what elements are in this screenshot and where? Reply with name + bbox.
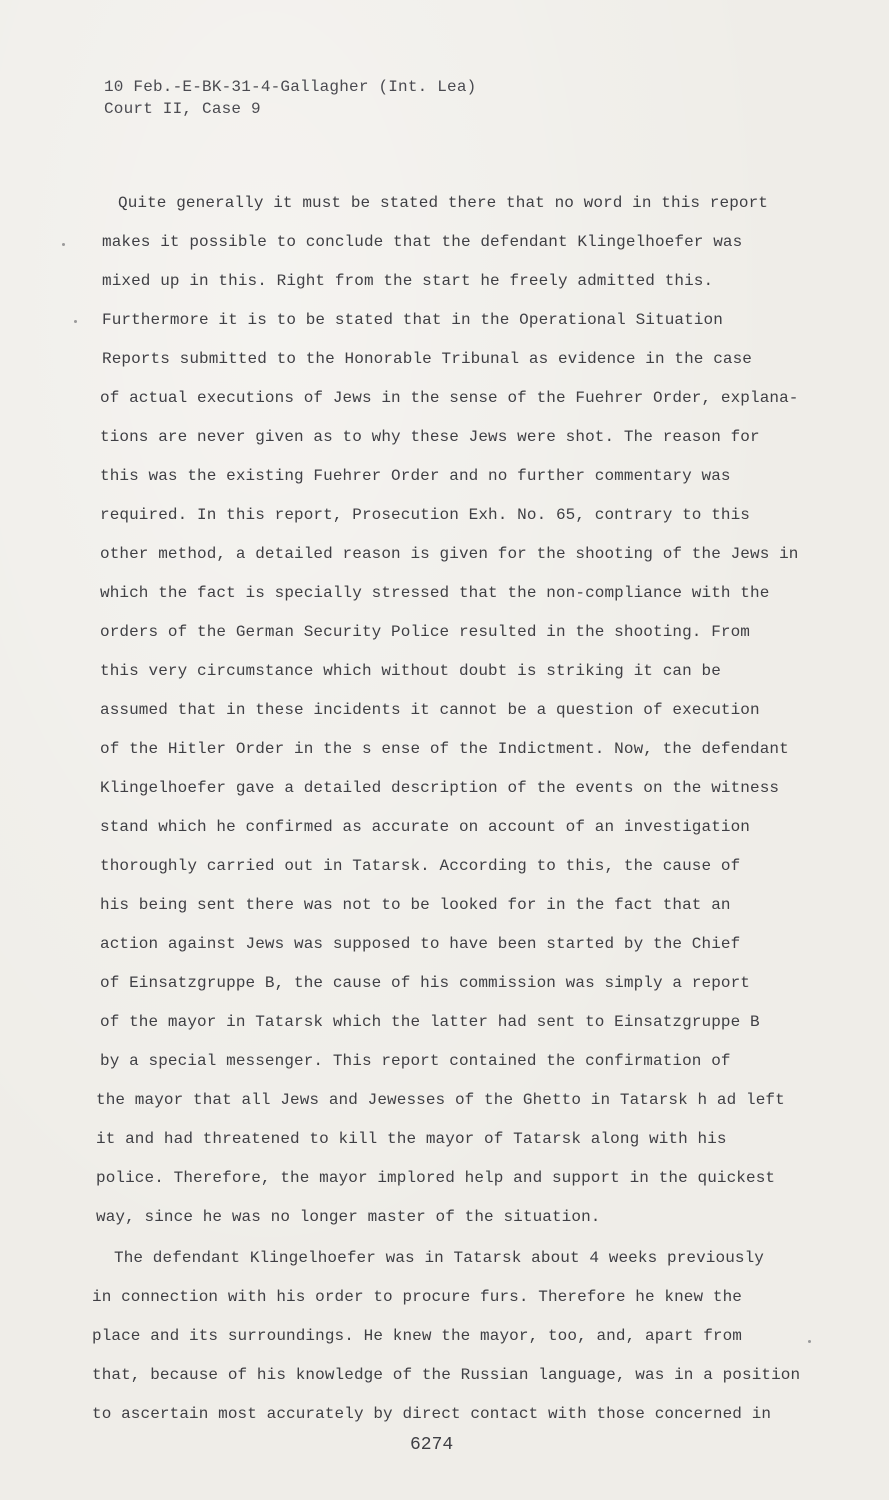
text-line: of Einsatzgruppe B, the cause of his commission was simply a report xyxy=(100,974,751,992)
text-line: this very circumstance which without doubt is striking it can be xyxy=(100,662,721,680)
text-line: thoroughly carried out in Tatarsk. According to this, the cause of xyxy=(100,857,741,875)
text-line: Reports submitted to the Honorable Tribunal as evidence in the case xyxy=(102,350,753,368)
text-line: it and had threatened to kill the mayor of Tatarsk along with his xyxy=(96,1130,727,1148)
document-header xyxy=(104,76,476,120)
text-line: Furthermore it is to be stated that in the Operational Situation xyxy=(102,311,723,329)
text-line: the mayor that all Jews and Jewesses of the Ghetto in Tatarsk h ad left xyxy=(96,1091,785,1109)
text-line: by a special messenger. This report contained the confirmation of xyxy=(100,1052,731,1070)
header-session-line: 10 Feb.-E-BK-31-4-Gallagher (Int. Lea) xyxy=(104,78,477,96)
paper-speck xyxy=(62,243,65,246)
text-line: other method, a detailed reason is given for the shooting of the Jews in xyxy=(100,545,799,563)
text-line: assumed that in these incidents it cannot be a question of execution xyxy=(100,701,760,719)
text-line: in connection with his order to procure furs. Therefore he knew the xyxy=(92,1288,743,1306)
text-line: his being sent there was not to be looked for in the fact that an xyxy=(100,896,731,914)
text-line: police. Therefore, the mayor implored help and support in the quickest xyxy=(96,1169,776,1187)
paper-speck xyxy=(74,320,77,323)
text-line: Quite generally it must be stated there that no word in this report xyxy=(118,194,769,212)
text-line: this was the existing Fuehrer Order and no further commentary was xyxy=(100,467,731,485)
text-line: that, because of his knowledge of the Russian language, was in a position xyxy=(92,1366,801,1384)
text-line: to ascertain most accurately by direct contact with those concerned in xyxy=(92,1405,772,1423)
page-number: 6274 xyxy=(410,1435,454,1455)
text-line: of the mayor in Tatarsk which the latter had sent to Einsatzgruppe B xyxy=(100,1013,760,1031)
text-line: tions are never given as to why these Jews were shot. The reason for xyxy=(100,428,760,446)
text-line: way, since he was no longer master of the situation. xyxy=(96,1208,601,1226)
text-line: place and its surroundings. He knew the mayor, too, and, apart from xyxy=(92,1327,743,1345)
text-line: mixed up in this. Right from the start he freely admitted this. xyxy=(102,272,714,290)
text-line: of actual executions of Jews in the sense of the Fuehrer Order, explana- xyxy=(100,389,799,407)
text-line: which the fact is specially stressed that the non-compliance with the xyxy=(100,584,770,602)
text-line: stand which he confirmed as accurate on account of an investigation xyxy=(100,818,751,836)
text-line: makes it possible to conclude that the defendant Klingelhoefer was xyxy=(102,233,743,251)
text-line: Klingelhoefer gave a detailed description of the events on the witness xyxy=(100,779,780,797)
text-line: required. In this report, Prosecution Exh. No. 65, contrary to this xyxy=(100,506,751,524)
text-line: of the Hitler Order in the s ense of the Indictment. Now, the defendant xyxy=(100,740,789,758)
paper-speck xyxy=(808,1340,811,1343)
text-line: The defendant Klingelhoefer was in Tatarsk about 4 weeks previously xyxy=(114,1249,765,1267)
text-line: orders of the German Security Police resulted in the shooting. From xyxy=(100,623,751,641)
header-court-line: Court II, Case 9 xyxy=(104,100,261,118)
text-line: action against Jews was supposed to have been started by the Chief xyxy=(100,935,741,953)
